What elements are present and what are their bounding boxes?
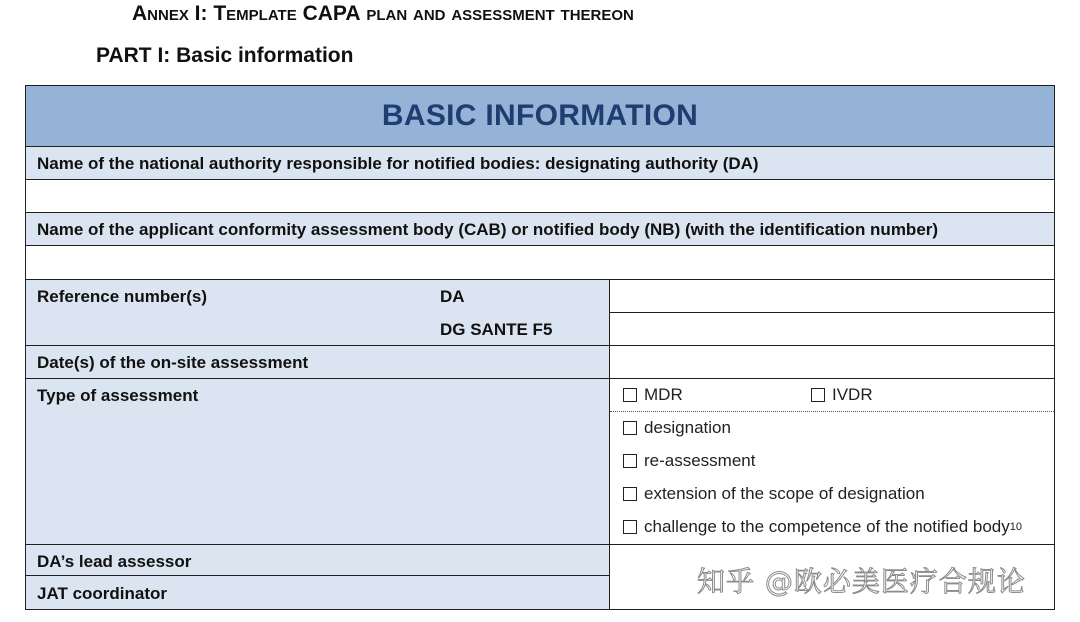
lead-assessor-row (26, 544, 610, 576)
cab-label: Name of the applicant conformity assessment body (CAB) or notified body (NB) (with the identification number) (37, 220, 939, 239)
checkbox-extension-scope-label: extension of the scope of designation (644, 484, 925, 503)
form-header-title: BASIC INFORMATION (381, 99, 699, 132)
checkbox-challenge-competence-label: challenge to the competence of the notified body (644, 517, 1010, 536)
footnote-ref: 10 (1009, 521, 1023, 533)
reference-dg-sante-label: DG SANTE F5 (440, 320, 553, 339)
da-label-row (26, 147, 1054, 180)
reference-label: Reference number(s) (37, 287, 208, 306)
checkbox-mdr-label: MDR (644, 385, 683, 404)
watermark: 知乎 @欧必美医疗合规论 (697, 565, 1026, 598)
part-title: PART I: Basic information (96, 44, 354, 67)
checkbox-mdr-box[interactable] (623, 388, 637, 402)
checkbox-challenge-competence[interactable] (623, 517, 1022, 537)
annex-title-capa: CAPA (302, 2, 361, 25)
type-label: Type of assessment (37, 386, 199, 405)
basic-information-form (25, 85, 1055, 610)
reference-dg-sante-field[interactable] (612, 313, 1054, 345)
da-value-field[interactable] (26, 180, 1054, 213)
cab-label-row (26, 213, 1054, 246)
checkbox-ivdr-label: IVDR (832, 385, 873, 404)
date-label: Date(s) of the on-site assessment (37, 353, 309, 372)
date-field[interactable] (612, 346, 1054, 378)
checkbox-designation[interactable] (623, 418, 731, 438)
checkbox-mdr[interactable] (623, 385, 683, 405)
checkbox-re-assessment-label: re-assessment (644, 451, 756, 470)
annex-title (132, 2, 634, 26)
form-header (26, 86, 1054, 147)
reference-da-field[interactable] (610, 280, 1054, 313)
annex-title-suffix: plan and assessment thereon (360, 2, 634, 25)
cab-value-field[interactable] (26, 246, 1054, 280)
checkbox-re-assessment-box[interactable] (623, 454, 637, 468)
jat-coordinator-label: JAT coordinator (37, 584, 168, 603)
da-label: Name of the national authority responsible for notified bodies: designating authority (DA) (37, 154, 759, 173)
reference-da-label: DA (440, 287, 465, 306)
checkbox-designation-box[interactable] (623, 421, 637, 435)
checkbox-designation-label: designation (644, 418, 731, 437)
checkbox-challenge-competence-box[interactable] (623, 520, 637, 534)
checkbox-re-assessment[interactable] (623, 451, 755, 471)
checkbox-extension-scope[interactable] (623, 484, 925, 504)
checkbox-ivdr-box[interactable] (811, 388, 825, 402)
checkbox-extension-scope-box[interactable] (623, 487, 637, 501)
checkbox-ivdr[interactable] (811, 385, 873, 405)
lead-assessor-label: DA’s lead assessor (37, 552, 192, 571)
annex-title-prefix: Annex I: Template (132, 2, 303, 25)
